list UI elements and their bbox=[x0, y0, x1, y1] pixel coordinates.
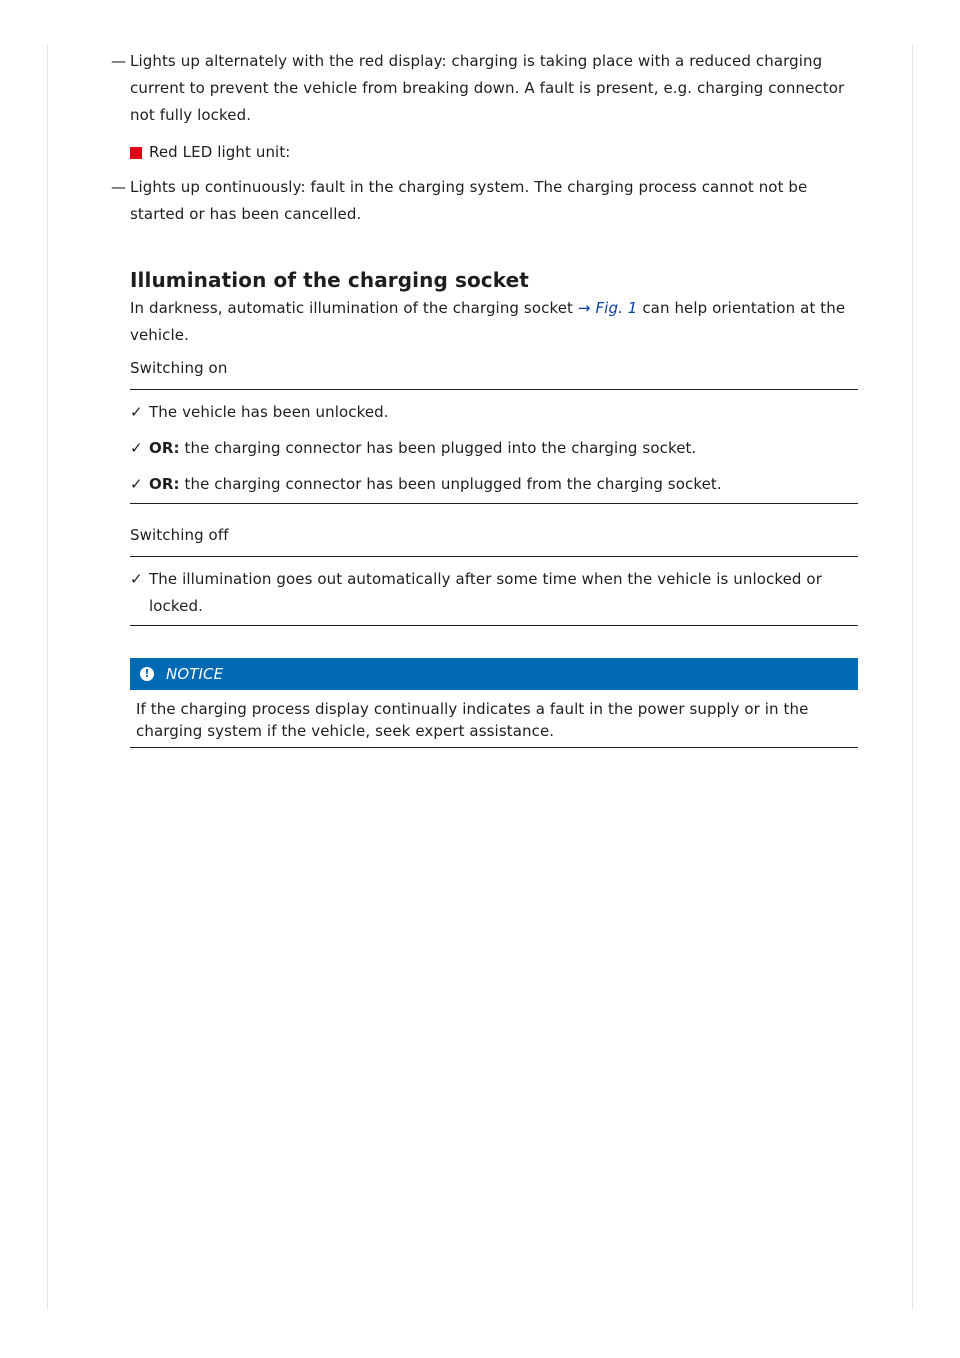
check-icon: ✓ bbox=[130, 439, 143, 457]
list-item bbox=[111, 48, 858, 129]
notice-title: NOTICE bbox=[166, 664, 224, 683]
check-icon: ✓ bbox=[130, 475, 143, 493]
checklist-item bbox=[130, 399, 858, 426]
left-margin-rule bbox=[47, 45, 48, 1310]
or-prefix: OR: bbox=[149, 475, 180, 493]
list-item-text: Lights up continuously: fault in the charging system. The charging process cannot not be started or has been cancelled. bbox=[130, 178, 808, 223]
intro-text-before: In darkness, automatic illumination of the charging socket bbox=[130, 299, 574, 317]
list-item-text: Lights up alternately with the red display: charging is taking place with a reduced charging current to prevent the vehicle from breaking down. A fault is present, e.g. charging connector not fully locked. bbox=[130, 52, 845, 124]
red-led-heading bbox=[130, 139, 858, 166]
checklist-item bbox=[130, 471, 858, 498]
switching-off-list bbox=[130, 556, 858, 626]
right-margin-rule bbox=[912, 45, 913, 1310]
check-icon: ✓ bbox=[130, 570, 143, 588]
red-led-square-icon bbox=[130, 147, 142, 159]
checklist-text: The vehicle has been unlocked. bbox=[149, 403, 389, 421]
red-led-label: Red LED light unit: bbox=[149, 143, 291, 161]
notice-body: If the charging process display continually indicates a fault in the power supply or in the charging system if the vehicle, seek expert assistance. bbox=[130, 690, 858, 748]
list-item bbox=[111, 174, 858, 228]
dash-bullet: — bbox=[111, 52, 127, 70]
page-content bbox=[111, 48, 858, 748]
exclamation-icon: ! bbox=[140, 667, 154, 681]
dash-bullet: — bbox=[111, 178, 127, 196]
switching-on-heading: Switching on bbox=[130, 359, 228, 377]
notice-header bbox=[130, 658, 858, 690]
intro-text-after: can help orientation at the vehicle. bbox=[130, 299, 846, 344]
or-prefix: OR: bbox=[149, 439, 180, 457]
figure-link[interactable] bbox=[578, 299, 638, 317]
section-intro bbox=[130, 295, 858, 349]
checklist-item bbox=[130, 566, 858, 620]
checklist-text: the charging connector has been unplugged from the charging socket. bbox=[184, 475, 722, 493]
checklist-text: the charging connector has been plugged into the charging socket. bbox=[184, 439, 697, 457]
switching-on-list bbox=[130, 389, 858, 504]
checklist-item bbox=[130, 435, 858, 462]
figure-link-label: Fig. 1 bbox=[595, 299, 638, 317]
check-icon: ✓ bbox=[130, 403, 143, 421]
arrow-right-icon: → bbox=[577, 299, 591, 317]
checklist-text: The illumination goes out automatically after some time when the vehicle is unlocked or locked. bbox=[149, 570, 822, 615]
switching-off-heading: Switching off bbox=[130, 526, 229, 544]
section-title: Illumination of the charging socket bbox=[130, 268, 529, 292]
